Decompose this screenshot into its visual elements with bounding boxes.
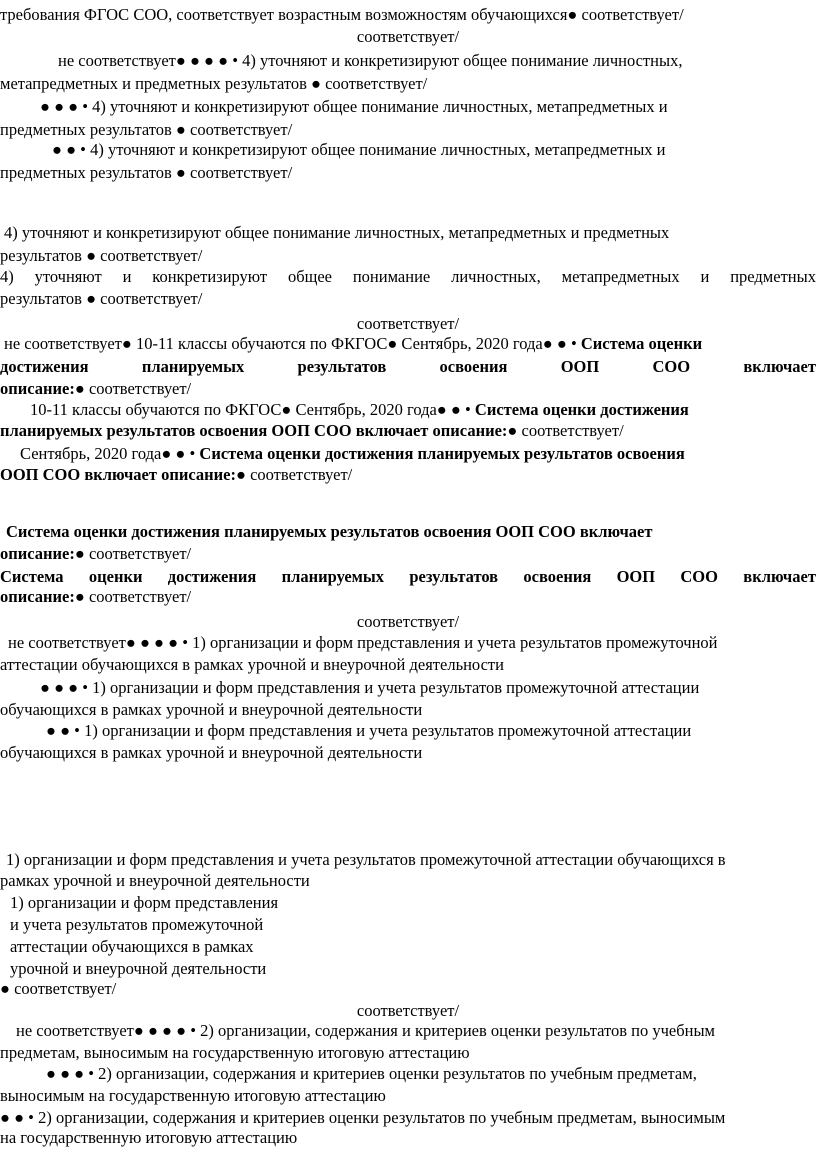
word: конкретизируют [152,267,268,286]
word: Система [0,567,64,586]
word: предметных [730,267,816,286]
text-line: обучающихся в рамках урочной и внеурочной деятельности [0,743,423,762]
word: ООП [616,567,656,586]
word: общее [287,267,332,286]
text-line: требования ФГОС СОО, соответствует возрастным возможностям обучающихся● соответствует/ [0,5,684,24]
text-span: ● соответствует/ [74,544,192,563]
text-line: аттестации обучающихся в рамках урочной и внеурочной деятельности [0,655,504,674]
text-line: соответствует/ [356,27,460,46]
text-line [4,333,702,355]
text-line: ● ● • 4) уточняют и конкретизируют общее понимание личностных, метапредметных и [52,140,666,159]
text-line [0,543,191,565]
text-line [20,443,685,465]
word: освоения [439,357,508,376]
word: метапредметных [561,267,680,286]
text-line [0,378,191,400]
text-line: метапредметных и предметных результатов ● соответствует/ [0,74,428,93]
text-span: не соответствует● 10-11 классы обучаются по ФКГОС● Сентябрь, 2020 года● ● • [4,334,581,353]
bold-span: Система оценки достижения [474,400,689,419]
text-span: 10-11 классы обучаются по ФКГОС● Сентябрь, 2020 года● ● • [30,400,475,419]
bold-span: планируемых результатов освоения ООП СОО включает описание: [0,421,508,440]
text-line: обучающихся в рамках урочной и внеурочной деятельности [0,700,423,719]
text-line: 1) организации и форм представления и учета результатов промежуточной аттестации обучающихся в [6,850,726,869]
text-line: ● ● ● • 4) уточняют и конкретизируют общее понимание личностных, метапредметных и [40,97,668,116]
text-line: соответствует/ [356,314,460,333]
text-line: результатов ● соответствует/ [0,246,203,265]
text-line: предметам, выносимым на государственную итоговую аттестацию [0,1043,470,1062]
word: достижения [167,567,257,586]
bold-span: Система оценки достижения планируемых результатов освоения [199,444,685,463]
text-span: Сентябрь, 2020 года● ● • [20,444,200,463]
text-line: урочной и внеурочной деятельности [10,959,267,978]
text-line: ● ● • 2) организации, содержания и критериев оценки результатов по учебным предметам, выносимым [0,1108,726,1127]
text-line: предметных результатов ● соответствует/ [0,120,293,139]
word: достижения [0,357,89,376]
bold-span: ООП СОО включает описание: [0,465,236,484]
text-line: 4) уточняют и конкретизируют общее понимание личностных, метапредметных и предметных [4,223,670,242]
text-line: соответствует/ [356,1001,460,1020]
text-line: и учета результатов промежуточной [10,915,264,934]
word: 4) [0,267,14,286]
text-line: не соответствует● ● ● ● • 1) организации и форм представления и учета результатов промежуточной [8,633,718,652]
text-line: аттестации обучающихся в рамках [10,937,254,956]
text-span: ● соответствует/ [235,465,353,484]
text-line: не соответствует● ● ● ● • 2) организации, содержания и критериев оценки результатов по учебным [16,1021,715,1040]
text-span: ● соответствует/ [74,587,192,606]
text-line: ● ● ● • 2) организации, содержания и критериев оценки результатов по учебным предметам, [46,1064,697,1083]
text-line: ● соответствует/ [0,979,117,998]
text-line [0,586,191,608]
word: результатов [409,567,499,586]
word: освоения [523,567,592,586]
bold-span: описание: [0,544,75,563]
text-line: не соответствует● ● ● ● • 4) уточняют и конкретизируют общее понимание личностных, [58,51,683,70]
text-line [0,420,624,442]
word: результатов [297,357,387,376]
word: и [700,267,710,286]
bold-span: описание: [0,379,75,398]
text-line: ● ● • 1) организации и форм представления и учета результатов промежуточной аттестации [46,721,692,740]
text-line [30,399,689,421]
text-line: на государственную итоговую аттестацию [0,1128,298,1147]
word: СОО [652,357,691,376]
word: уточняют [34,267,102,286]
text-line: соответствует/ [356,612,460,631]
text-line: 1) организации и форм представления [10,893,279,912]
word: ООП [560,357,600,376]
word: включает [743,567,816,586]
text-line: результатов ● соответствует/ [0,289,203,308]
justified-line [0,566,816,588]
word: СОО [680,567,718,586]
text-line: ● ● ● • 1) организации и форм представления и учета результатов промежуточной аттестации [40,678,700,697]
word: планируемых [281,567,385,586]
text-line: Система оценки достижения планируемых результатов освоения ООП СОО включает [6,522,653,541]
justified-line [0,266,816,288]
text-line [0,464,352,486]
text-span: ● соответствует/ [74,379,192,398]
bold-span: описание: [0,587,75,606]
word: понимание [352,267,431,286]
text-span: ● соответствует/ [507,421,624,440]
justified-line [0,356,816,378]
word: оценки [88,567,143,586]
word: и [122,267,132,286]
word: планируемых [141,357,245,376]
text-line: рамках урочной и внеурочной деятельности [0,871,310,890]
word: включает [743,357,816,376]
text-line: предметных результатов ● соответствует/ [0,163,293,182]
text-line: выносимым на государственную итоговую аттестацию [0,1086,386,1105]
bold-span: Система оценки [580,334,703,353]
word: личностных, [451,267,541,286]
